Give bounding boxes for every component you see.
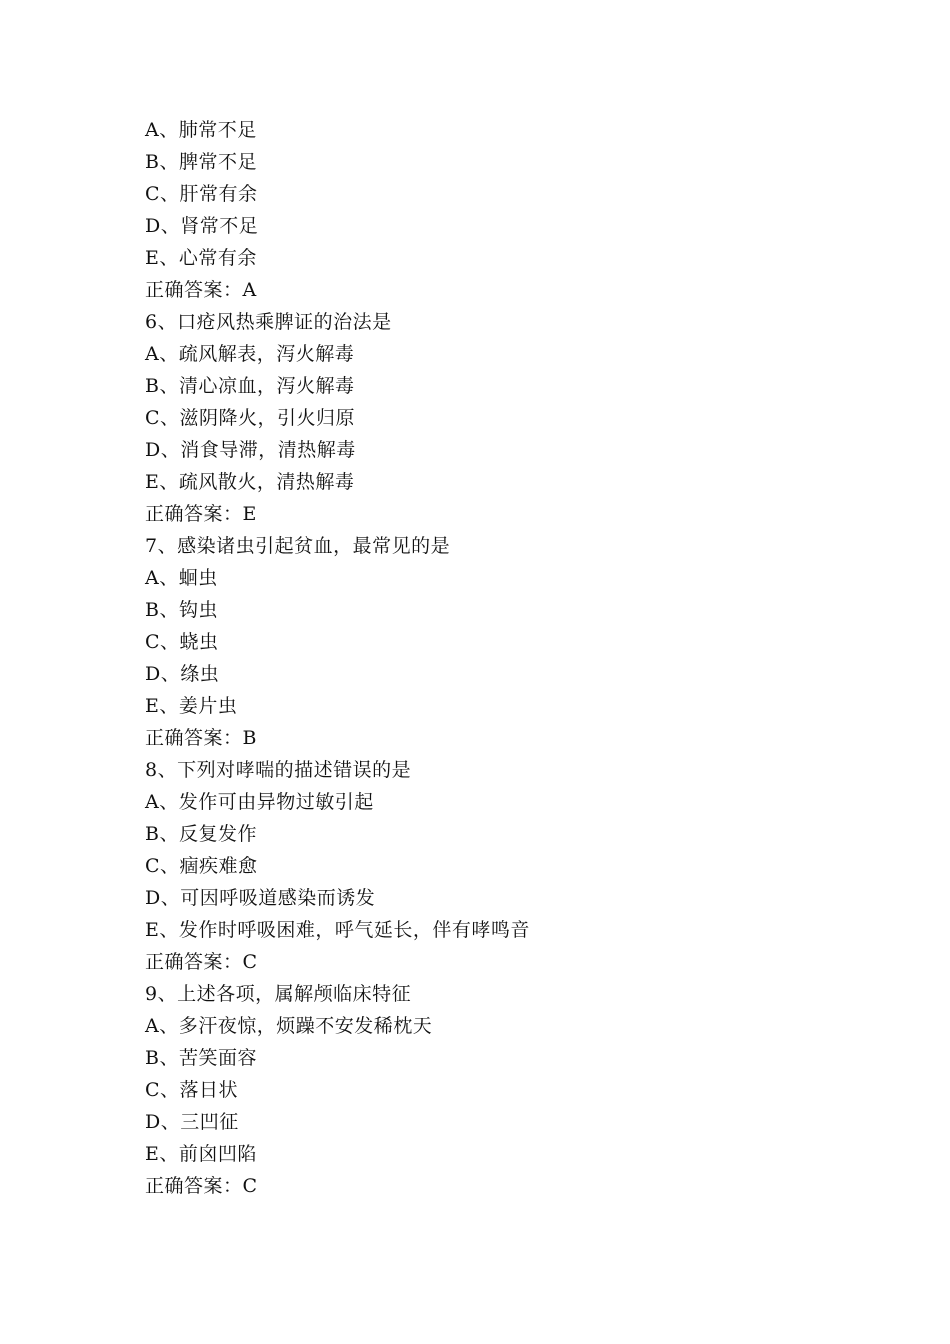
option-c: C、滋阴降火，引火归原 [145,407,356,429]
option-b: B、反复发作 [145,823,257,845]
answer: 正确答案：B [145,727,257,749]
option-e: E、前囟凹陷 [145,1143,257,1165]
question-8: 8、下列对哮喘的描述错误的是 [145,759,412,781]
option-e: E、疏风散火，清热解毒 [145,471,355,493]
option-e: E、姜片虫 [145,695,238,717]
option-d: D、绦虫 [145,663,220,685]
option-b: B、清心凉血，泻火解毒 [145,375,355,397]
answer: 正确答案：A [145,279,257,301]
question-list [145,114,845,1202]
option-c: C、痼疾难愈 [145,855,258,877]
option-a: A、多汗夜惊，烦躁不安发稀枕天 [145,1015,433,1037]
option-a: A、疏风解表，泻火解毒 [145,343,355,365]
answer: 正确答案：C [145,1175,258,1197]
option-c: C、落日状 [145,1079,239,1101]
option-d: D、消食导滞，清热解毒 [145,439,356,461]
option-a: A、蛔虫 [145,567,218,589]
option-b: B、脾常不足 [145,151,257,173]
answer: 正确答案：E [145,503,257,525]
question-7: 7、感染诸虫引起贫血，最常见的是 [145,535,451,557]
option-e: E、心常有余 [145,247,257,269]
option-b: B、苦笑面容 [145,1047,257,1069]
option-b: B、钩虫 [145,599,218,621]
answer: 正确答案：C [145,951,258,973]
question-6: 6、口疮风热乘脾证的治法是 [145,311,392,333]
option-e: E、发作时呼吸困难，呼气延长，伴有哮鸣音 [145,919,530,941]
option-c: C、蛲虫 [145,631,219,653]
option-d: D、三凹征 [145,1111,239,1133]
question-9: 9、上述各项，属解颅临床特征 [145,983,412,1005]
option-c: C、肝常有余 [145,183,258,205]
option-d: D、肾常不足 [145,215,259,237]
option-d: D、可因呼吸道感染而诱发 [145,887,376,909]
option-a: A、肺常不足 [145,119,257,141]
option-a: A、发作可由异物过敏引起 [145,791,374,813]
